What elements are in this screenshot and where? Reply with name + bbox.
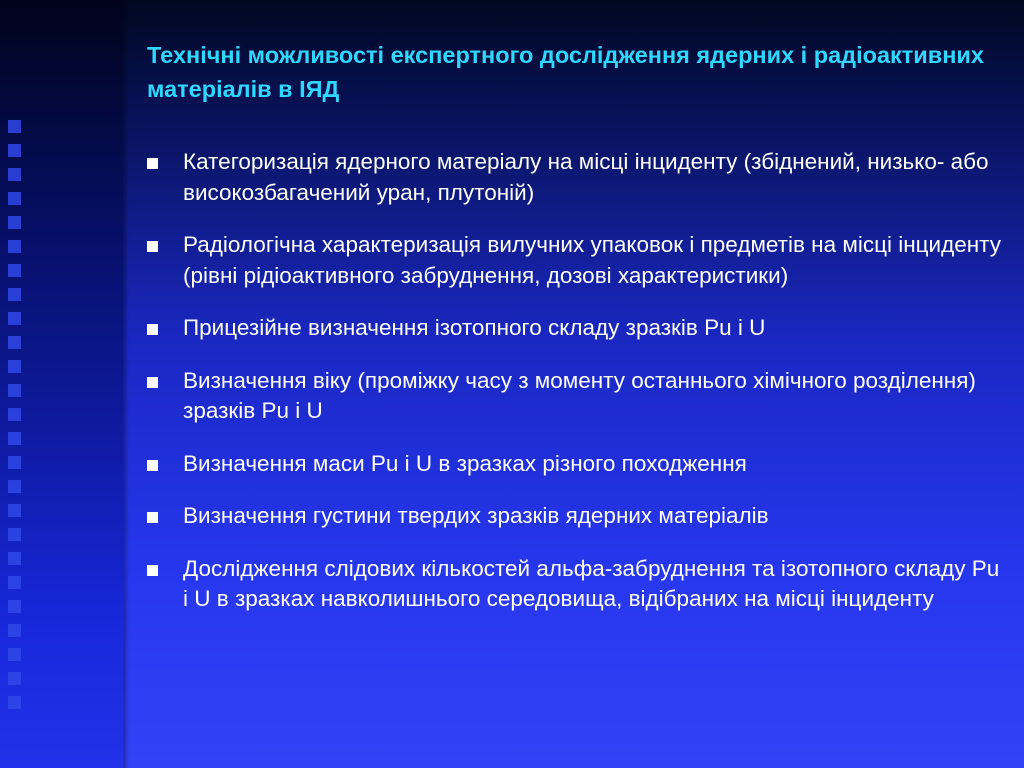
bullet-item bbox=[147, 230, 1007, 291]
bullet-text: Дослідження слідових кількостей альфа-забруднення та ізотопного складу Pu і U в зразках навколишнього середовища, відібраних на місці інциденту bbox=[183, 555, 1000, 611]
square-bullet-icon bbox=[147, 377, 158, 388]
decorative-square bbox=[8, 240, 21, 253]
bullet-item bbox=[147, 449, 1007, 480]
bullet-text: Категоризація ядерного матеріалу на місці інциденту (збіднений, низько- або високозбагачений уран, плутоній) bbox=[183, 149, 989, 205]
decorative-square bbox=[8, 336, 21, 349]
decorative-square bbox=[8, 624, 21, 637]
bullet-text: Визначення віку (проміжку часу з моменту останнього хімічного розділення) зразків Pu і U bbox=[183, 367, 976, 423]
decorative-square bbox=[8, 576, 21, 589]
decorative-square bbox=[8, 192, 21, 205]
square-bullet-icon bbox=[147, 460, 158, 471]
bullet-item bbox=[147, 366, 1007, 427]
square-bullet-icon bbox=[147, 241, 158, 252]
square-bullet-icon bbox=[147, 512, 158, 523]
decorative-square bbox=[8, 456, 21, 469]
decorative-square bbox=[8, 408, 21, 421]
decorative-squares bbox=[8, 120, 28, 720]
decorative-square bbox=[8, 168, 21, 181]
panel-edge-shadow bbox=[123, 0, 129, 768]
bullet-text: Визначення маси Pu і U в зразках різного походження bbox=[183, 450, 747, 476]
slide-title: Технічні можливості експертного дослідження ядерних і радіоактивних матеріалів в ІЯД bbox=[147, 42, 984, 102]
bullet-text: Радіологічна характеризація вилучних упаковок і предметів на місці інциденту (рівні рідіоактивного забруднення, дозові характеристики) bbox=[183, 232, 1001, 288]
square-bullet-icon bbox=[147, 324, 158, 335]
bullet-item bbox=[147, 554, 1007, 615]
decorative-square bbox=[8, 696, 21, 709]
bullet-item bbox=[147, 147, 1007, 208]
decorative-square bbox=[8, 384, 21, 397]
square-bullet-icon bbox=[147, 565, 158, 576]
decorative-square bbox=[8, 552, 21, 565]
bullet-text: Прицезійне визначення ізотопного складу зразків Pu і U bbox=[183, 315, 766, 340]
bullet-item bbox=[147, 501, 1007, 532]
left-decorative-panel bbox=[0, 0, 123, 768]
decorative-square bbox=[8, 216, 21, 229]
decorative-square bbox=[8, 288, 21, 301]
bullet-item bbox=[147, 313, 1007, 344]
decorative-square bbox=[8, 648, 21, 661]
decorative-square bbox=[8, 360, 21, 373]
bullet-list bbox=[147, 147, 1007, 637]
decorative-square bbox=[8, 672, 21, 685]
decorative-square bbox=[8, 528, 21, 541]
square-bullet-icon bbox=[147, 158, 158, 169]
decorative-square bbox=[8, 264, 21, 277]
decorative-square bbox=[8, 144, 21, 157]
bullet-text: Визначення густини твердих зразків ядерних матеріалів bbox=[183, 503, 769, 528]
decorative-square bbox=[8, 480, 21, 493]
decorative-square bbox=[8, 600, 21, 613]
decorative-square bbox=[8, 432, 21, 445]
decorative-square bbox=[8, 312, 21, 325]
decorative-square bbox=[8, 120, 21, 133]
decorative-square bbox=[8, 504, 21, 517]
